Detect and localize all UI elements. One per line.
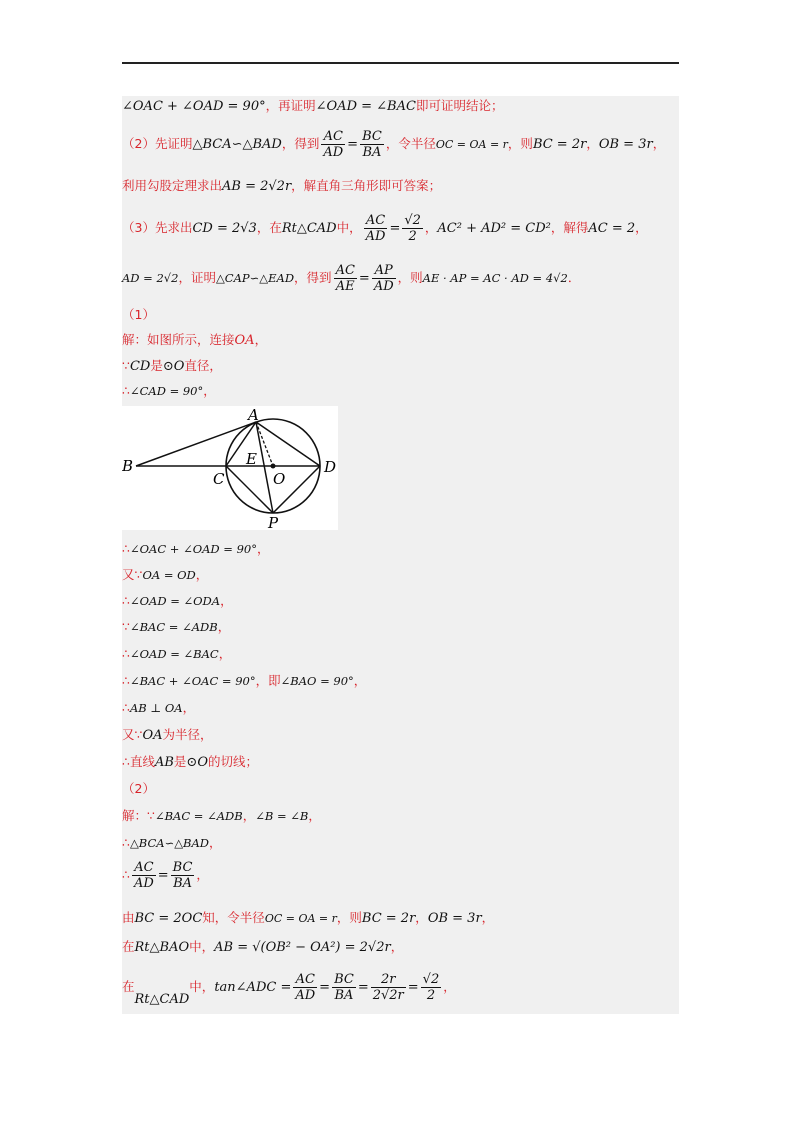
text-span: （1） xyxy=(122,307,155,322)
text-span: ∴ xyxy=(122,383,130,398)
fraction: $\frac{BC}{BA}$ xyxy=(362,129,382,160)
text-span: ， xyxy=(242,808,256,823)
header-rule xyxy=(122,62,679,64)
section-heading xyxy=(122,306,155,325)
text-line xyxy=(122,909,494,928)
math-expr: ⊙O xyxy=(162,359,185,374)
fraction: $\frac{AP}{AD}$ xyxy=(373,263,394,294)
text-span: ∴ xyxy=(122,867,130,882)
math-expr: △CAP∽△EAD xyxy=(215,271,295,285)
text-span: ， xyxy=(209,835,222,850)
label-p: P xyxy=(268,514,279,530)
math-expr: AB = √(OB² − OA²) = 2√2r xyxy=(214,940,391,955)
text-span: 为半径， xyxy=(162,727,213,742)
text-line xyxy=(122,938,403,957)
text-span: ∴ xyxy=(122,541,130,556)
fraction: $\frac{AC}{AD}$ xyxy=(365,213,386,244)
text-span: ， xyxy=(182,700,196,715)
text-line xyxy=(122,807,321,826)
text-line xyxy=(122,540,270,559)
label-e: E xyxy=(246,450,257,468)
math-expr: OB = 3r xyxy=(427,911,482,926)
fraction: $\frac{√2}{2}$ xyxy=(404,213,421,244)
text-span: ， xyxy=(308,808,321,823)
math-expr: ∠OAD = ∠BAC xyxy=(129,647,219,661)
math-expr: ∠BAC + ∠OAC = 90° xyxy=(129,674,256,688)
text-span: ，证明 xyxy=(178,270,216,285)
math-expr: CD xyxy=(129,359,151,374)
math-expr: = xyxy=(358,271,370,286)
math-expr: = xyxy=(319,980,331,995)
text-span: ， xyxy=(254,332,268,347)
text-span: ， xyxy=(424,220,438,235)
text-span: 直径， xyxy=(184,358,222,373)
text-line xyxy=(122,972,456,1009)
math-expr: BC = 2OC xyxy=(134,911,203,926)
text-span: ∴ xyxy=(122,593,130,608)
text-span: 中， xyxy=(189,979,215,994)
text-span: 中， xyxy=(336,220,362,235)
text-line xyxy=(122,753,258,772)
text-line xyxy=(122,566,208,585)
math-expr: ∠OAC + ∠OAD = 90° xyxy=(122,99,266,114)
text-span: ，则 xyxy=(336,910,362,925)
text-span: ，解得 xyxy=(550,220,589,235)
text-line xyxy=(122,129,665,160)
text-line xyxy=(122,97,503,116)
text-span: ， xyxy=(218,646,232,661)
text-line xyxy=(122,213,648,244)
text-span: （2） xyxy=(122,781,155,796)
text-span: 是 xyxy=(173,754,187,769)
text-line xyxy=(122,726,213,745)
text-span: ，即 xyxy=(255,673,281,688)
text-line xyxy=(122,699,195,718)
text-span: 由 xyxy=(122,910,135,925)
text-span: 是 xyxy=(150,358,163,373)
text-line xyxy=(122,618,230,637)
text-span: ， xyxy=(586,136,599,151)
text-span: ． xyxy=(567,270,581,285)
math-expr: OA = OD xyxy=(142,568,196,582)
math-expr: OC = OA = r xyxy=(435,138,508,151)
section-heading xyxy=(122,780,155,799)
center-point xyxy=(271,464,276,469)
fraction: $\frac{BC}{BA}$ xyxy=(172,860,193,891)
fraction: $\frac{√2}{2}$ xyxy=(422,972,440,1003)
text-span: 解：如图所示，连接 xyxy=(122,332,235,347)
fraction: $\frac{AC}{AE}$ xyxy=(335,263,355,294)
fraction: $\frac{AC}{AD}$ xyxy=(295,972,316,1003)
math-expr: ∠OAD = ∠BAC xyxy=(315,99,416,114)
text-span: ， xyxy=(443,979,456,994)
text-span: ， xyxy=(196,867,209,882)
math-expr: ∠BAC = ∠ADB xyxy=(129,620,218,634)
text-span: ，解直角三角形即可答案； xyxy=(291,178,442,193)
math-expr: AC = 2 xyxy=(588,221,636,236)
text-span: ，得到 xyxy=(294,270,332,285)
text-span: ， xyxy=(257,541,270,556)
math-expr: ∠OAC + ∠OAD = 90° xyxy=(129,542,257,556)
label-d: D xyxy=(324,458,337,476)
text-span: 在 xyxy=(122,979,135,994)
text-span: 利用勾股定理求出 xyxy=(122,178,223,193)
line-ad xyxy=(256,422,320,466)
math-expr: AD = 2√2 xyxy=(122,271,179,285)
text-line xyxy=(122,263,580,294)
text-line xyxy=(122,645,231,664)
text-span: ， xyxy=(220,593,233,608)
text-line xyxy=(122,860,209,891)
text-span: ，再证明 xyxy=(265,98,316,113)
text-span: （3）先求出 xyxy=(122,220,193,235)
text-span: ， xyxy=(390,939,404,954)
math-expr: BC = 2r xyxy=(361,911,416,926)
math-expr: AB ⊥ OA xyxy=(129,701,183,715)
label-c: C xyxy=(213,470,225,488)
math-expr: OA xyxy=(234,333,255,348)
text-line xyxy=(122,177,441,196)
fraction: $\frac{AC}{AD}$ xyxy=(133,860,154,891)
math-expr: AB xyxy=(154,755,174,770)
math-expr: ⊙O xyxy=(186,755,208,770)
fraction: $\frac{2r}{2√2r}$ xyxy=(372,972,404,1003)
math-expr: = xyxy=(407,980,419,995)
text-span: 知，令半径 xyxy=(202,910,265,925)
text-span: 又∵ xyxy=(122,727,143,742)
text-span: ， xyxy=(635,220,648,235)
math-expr: OC = OA = r xyxy=(264,912,337,925)
math-expr: ∠CAD = 90° xyxy=(129,384,204,398)
math-expr: = xyxy=(357,980,369,995)
text-line xyxy=(122,382,216,401)
line-ba xyxy=(136,422,256,466)
math-expr: tan∠ADC = xyxy=(214,980,292,995)
label-b: B xyxy=(122,457,134,475)
label-a: A xyxy=(248,406,259,424)
text-span: 在 xyxy=(122,939,135,954)
math-expr: BC = 2r xyxy=(532,137,587,152)
math-expr: = xyxy=(157,868,169,883)
text-line xyxy=(122,357,222,376)
text-line xyxy=(122,592,233,611)
math-expr: AE · AP = AC · AD = 4√2 xyxy=(422,271,568,285)
text-span: ，则 xyxy=(507,136,533,151)
math-expr: = xyxy=(389,221,401,236)
math-expr: △BCA∽△BAD xyxy=(192,137,282,152)
math-expr: AB = 2√2r xyxy=(222,179,292,194)
text-span: 又∵ xyxy=(122,567,143,582)
math-expr: △BCA∽△BAD xyxy=(129,836,210,850)
text-span: ， xyxy=(195,567,209,582)
text-span: ∵ xyxy=(122,358,130,373)
text-span: ∴ xyxy=(122,673,130,688)
text-span: ， xyxy=(415,910,428,925)
geometry-figure xyxy=(122,406,338,530)
text-span: ∴ xyxy=(122,835,130,850)
text-line xyxy=(122,331,267,350)
text-span: ∴直线 xyxy=(122,754,155,769)
fraction: $\frac{BC}{BA}$ xyxy=(334,972,354,1003)
text-line xyxy=(122,834,222,853)
math-expr: Rt△CAD xyxy=(134,992,190,1007)
math-expr: Rt△BAO xyxy=(134,940,190,955)
math-expr: ∠BAO = 90° xyxy=(280,674,354,688)
math-expr: ∠B = ∠B xyxy=(255,809,309,823)
text-span: ∴ xyxy=(122,700,130,715)
text-span: ， xyxy=(203,383,216,398)
text-span: ，在 xyxy=(256,220,282,235)
math-expr: ∠OAD = ∠ODA xyxy=(129,594,221,608)
math-expr: AC² + AD² = CD² xyxy=(437,221,551,236)
text-span: 的切线； xyxy=(207,754,258,769)
text-span: ， xyxy=(217,619,231,634)
text-span: ，则 xyxy=(397,270,423,285)
math-expr: CD = 2√3 xyxy=(192,221,257,236)
text-span: 解：∵ xyxy=(122,808,155,823)
text-span: （2）先证明 xyxy=(122,136,193,151)
math-expr: Rt△CAD xyxy=(281,221,337,236)
fraction: $\frac{AC}{AD}$ xyxy=(323,129,344,160)
text-span: ，令半径 xyxy=(385,136,436,151)
label-o: O xyxy=(273,470,286,488)
text-span: ， xyxy=(481,910,495,925)
text-span: ， xyxy=(652,136,666,151)
circle-diagram xyxy=(122,406,338,530)
math-expr: = xyxy=(347,137,359,152)
text-span: ∴ xyxy=(122,646,130,661)
math-expr: OB = 3r xyxy=(598,137,653,152)
math-expr: ∠BAC = ∠ADB xyxy=(154,809,243,823)
text-span: 中， xyxy=(189,939,215,954)
math-expr: OA xyxy=(142,728,163,743)
text-span: 即可证明结论； xyxy=(415,98,504,113)
text-span: ∵ xyxy=(122,619,130,634)
text-span: ，得到 xyxy=(281,136,320,151)
text-line xyxy=(122,672,366,691)
text-span: ， xyxy=(353,673,367,688)
